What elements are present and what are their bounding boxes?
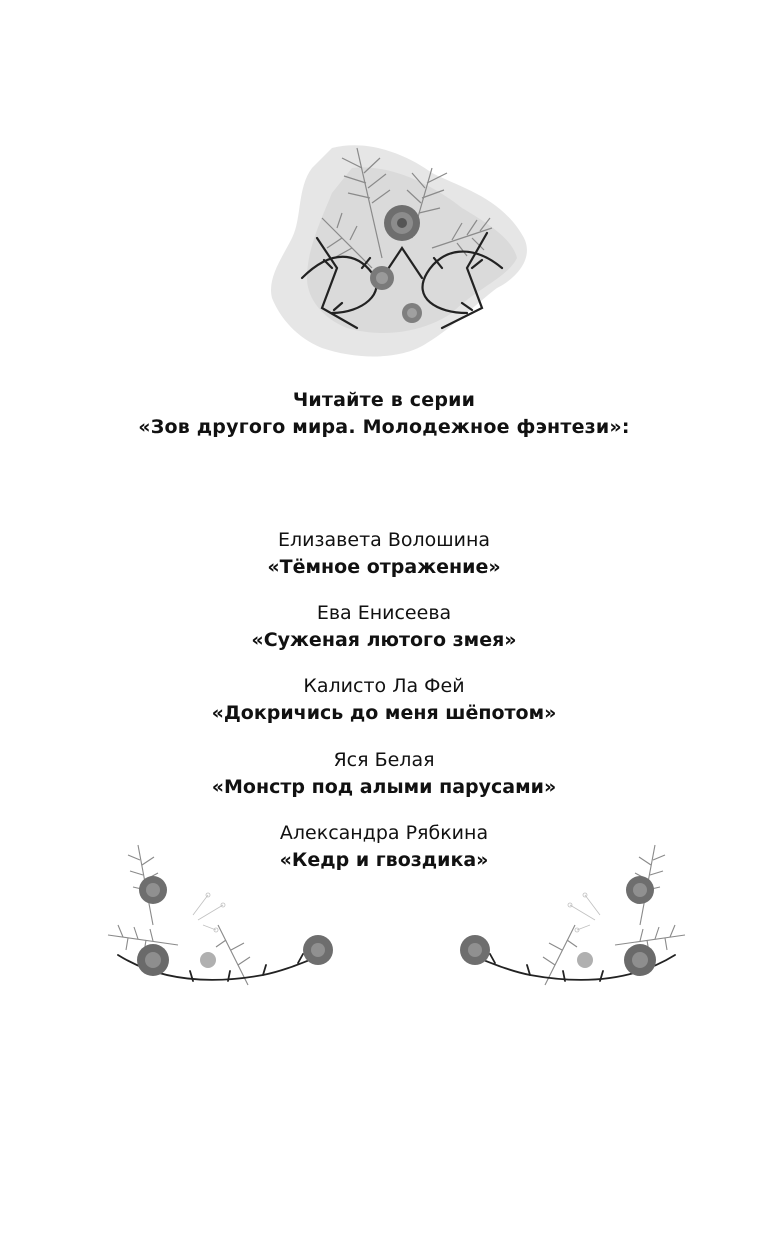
floral-thorn-ornament-icon — [262, 128, 542, 368]
book-title: «Монстр под алыми парусами» — [211, 776, 557, 798]
book-author: Елизавета Волошина — [277, 529, 491, 551]
floral-corner-ornament-icon — [98, 835, 343, 1005]
book-author: Яся Белая — [333, 749, 435, 771]
book-title: «Кедр и гвоздика» — [279, 849, 489, 871]
book-entry — [0, 600, 768, 654]
book-title: «Докричись до меня шёпотом» — [211, 702, 557, 724]
book-title: «Тёмное отражение» — [267, 556, 501, 578]
series-heading: Читайте в серии — [292, 389, 476, 411]
book-author: Александра Рябкина — [279, 822, 489, 844]
book-entry — [0, 747, 768, 801]
book-entry — [0, 673, 768, 727]
book-entry — [0, 527, 768, 581]
series-name: «Зов другого мира. Молодежное фэнтези»: — [138, 416, 630, 438]
book-author: Калисто Ла Фей — [303, 675, 465, 697]
book-author: Ева Енисеева — [316, 602, 452, 624]
floral-corner-ornament-icon — [450, 835, 695, 1005]
book-title: «Суженая лютого змея» — [251, 629, 517, 651]
